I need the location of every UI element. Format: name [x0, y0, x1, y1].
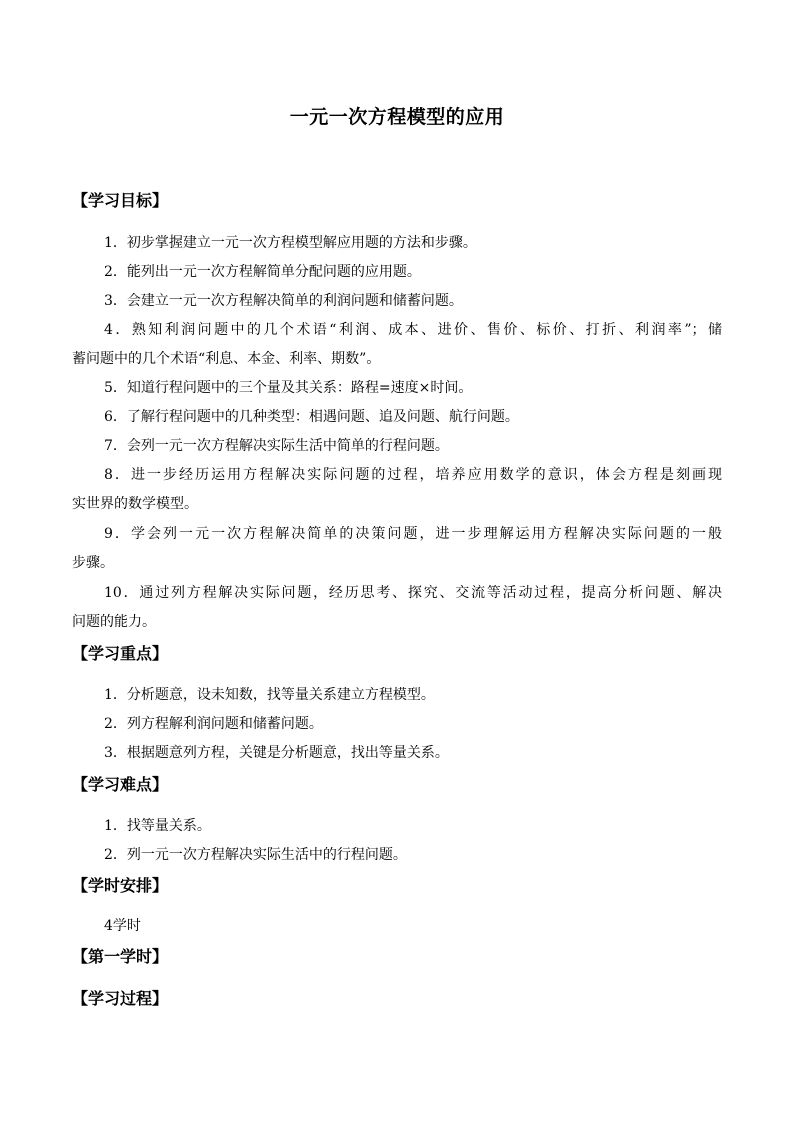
difficulty-item-1: 1．找等量关系。 — [104, 818, 211, 834]
section-heading-difficulties: 【学习难点】 — [72, 775, 169, 794]
key-point-item-3: 3．根据题意列方程，关键是分析题意，找出等量关系。 — [104, 745, 449, 761]
key-point-item-2: 2．列方程解利润问题和储蓄问题。 — [104, 716, 323, 732]
objective-item-9-line-2: 步骤。 — [72, 555, 114, 571]
objective-item-3: 3．会建立一元一次方程解决简单的利润问题和储蓄问题。 — [104, 293, 463, 309]
section-heading-key-points: 【学习重点】 — [72, 644, 169, 663]
objective-item-10-line-2: 问题的能力。 — [72, 614, 156, 630]
objective-item-5: 5．知道行程问题中的三个量及其关系：路程=速度×时间。 — [104, 380, 473, 396]
objective-item-8-line-2: 实世界的数学模型。 — [72, 496, 198, 512]
section-heading-first-period: 【第一学时】 — [72, 947, 169, 966]
objective-item-4-line-1: 4．熟知利润问题中的几个术语“利润、成本、进价、售价、标价、打折、利润率”；储 — [104, 322, 722, 338]
objective-item-9-line-1: 9．学会列一元一次方程解决简单的决策问题，进一步理解运用方程解决实际问题的一般 — [104, 526, 722, 542]
section-heading-objectives: 【学习目标】 — [72, 191, 169, 210]
page-title: 一元一次方程模型的应用 — [289, 106, 505, 128]
objective-item-2: 2．能列出一元一次方程解简单分配问题的应用题。 — [104, 264, 421, 280]
objective-item-8-line-1: 8．进一步经历运用方程解决实际问题的过程，培养应用数学的意识，体会方程是刻画现 — [104, 467, 722, 483]
section-heading-process: 【学习过程】 — [72, 989, 169, 1008]
objective-item-4-line-2: 蓄问题中的几个术语“利息、本金、利率、期数”。 — [72, 351, 381, 367]
objective-item-6: 6．了解行程问题中的几种类型：相遇问题、追及问题、航行问题。 — [104, 409, 519, 425]
schedule-text: 4学时 — [104, 918, 141, 934]
objective-item-1: 1．初步掌握建立一元一次方程模型解应用题的方法和步骤。 — [104, 235, 477, 251]
objective-item-10-line-1: 10．通过列方程解决实际问题，经历思考、探究、交流等活动过程，提高分析问题、解决 — [104, 585, 722, 601]
key-point-item-1: 1．分析题意，设未知数，找等量关系建立方程模型。 — [104, 687, 435, 703]
section-heading-schedule: 【学时安排】 — [72, 876, 169, 895]
difficulty-item-2: 2．列一元一次方程解决实际生活中的行程问题。 — [104, 847, 407, 863]
objective-item-7: 7．会列一元一次方程解决实际生活中简单的行程问题。 — [104, 438, 449, 454]
